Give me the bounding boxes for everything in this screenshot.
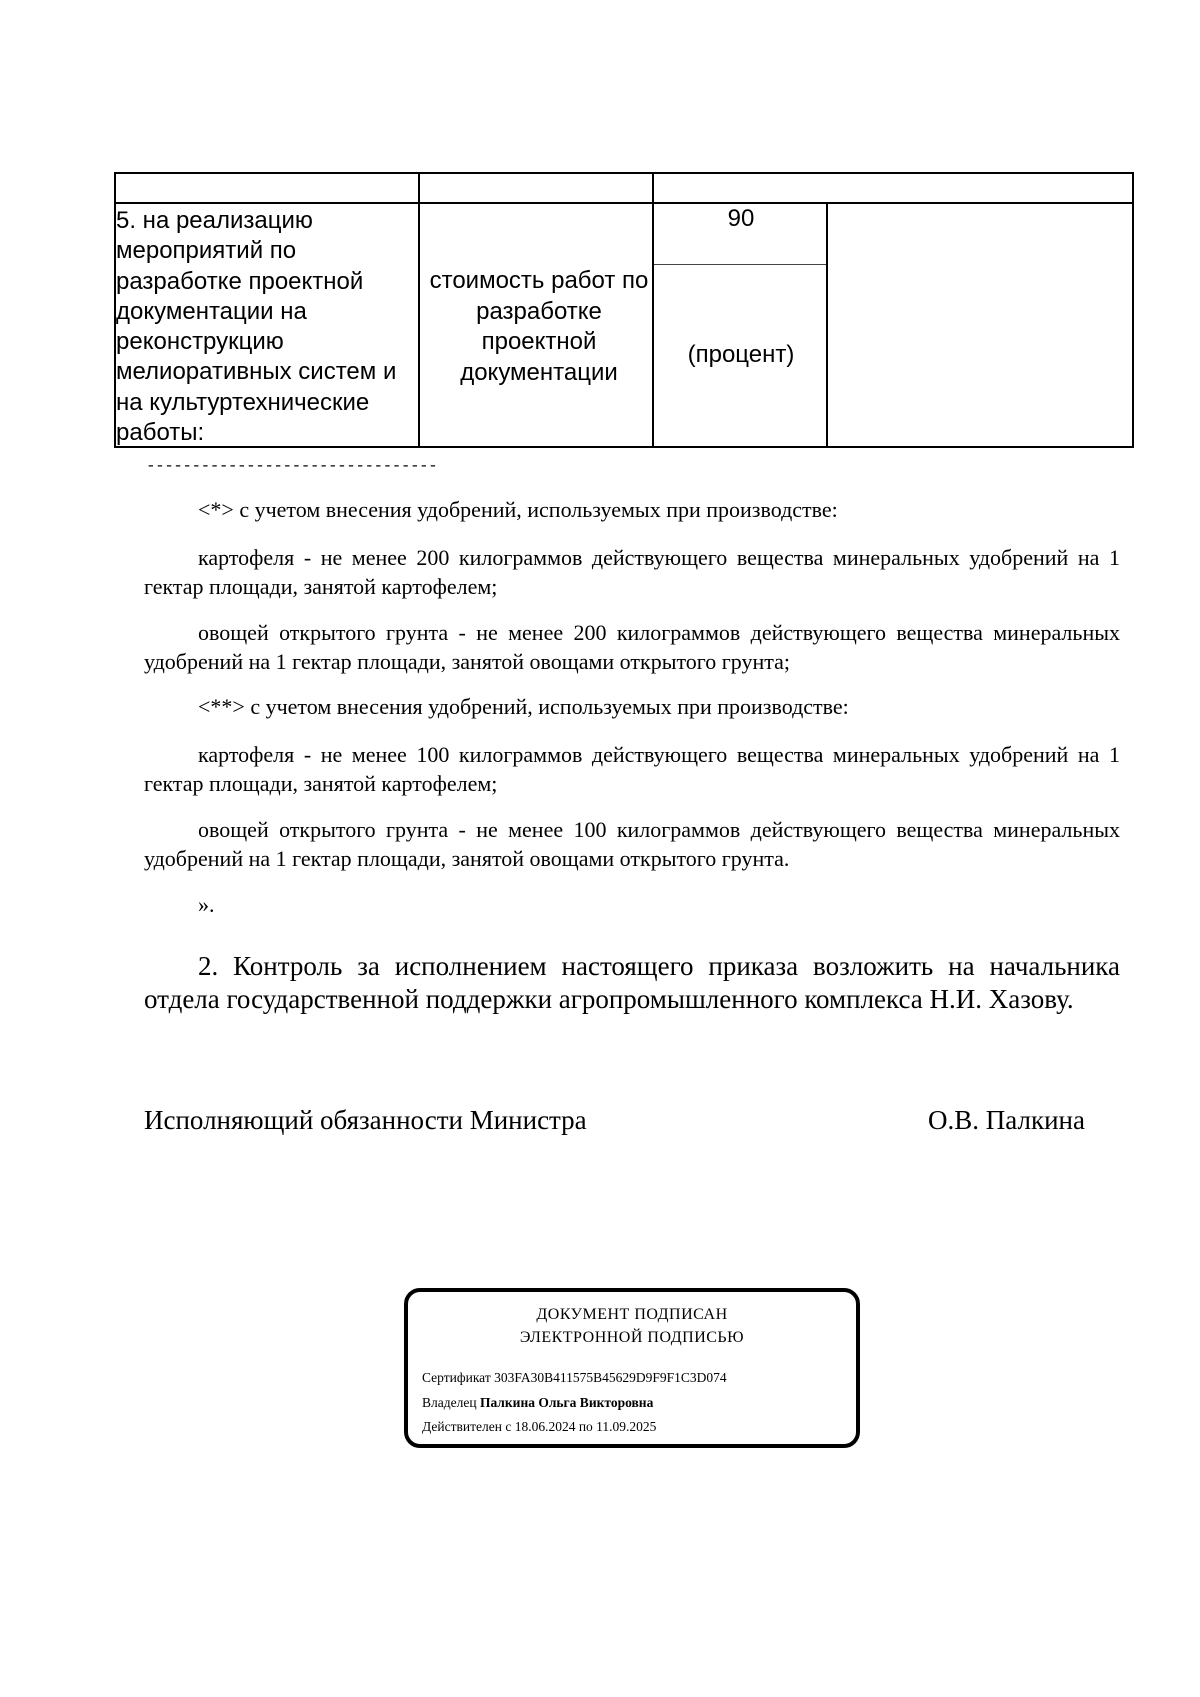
row-unit-text: (процент) — [687, 341, 795, 368]
row-value-cell — [654, 202, 828, 448]
row-value-text: 90 — [727, 205, 755, 232]
footnote-2-head: <**> с учетом внесения удобрений, используемых при производстве: — [198, 694, 849, 719]
stamp-cert-value: 303FA30B411575B45629D9F9F1C3D074 — [494, 1370, 727, 1385]
stamp-valid-label: Действителен — [422, 1419, 502, 1434]
header-cell-1 — [114, 172, 420, 204]
footnote-1-vegetables: овощей открытого грунта - не менее 200 килограммов действующего вещества минеральных удобрений на 1 гектар площади, занятой овощами открытого грунта; — [144, 620, 1120, 674]
stamp-cert-label: Сертификат — [422, 1370, 491, 1385]
stamp-valid-from-label: с — [505, 1419, 512, 1434]
stamp-owner-value: Палкина Ольга Викторовна — [479, 1395, 654, 1410]
header-cell-3 — [654, 172, 1134, 204]
footnote-2-vegetables: овощей открытого грунта - не менее 100 килограммов действующего вещества минеральных удобрений на 1 гектар площади, занятой овощами открытого грунта. — [144, 817, 1120, 871]
signatory-title: Исполняющий обязанности Министра — [144, 1105, 587, 1135]
stamp-heading-1: ДОКУМЕНТ ПОДПИСАН — [536, 1306, 728, 1323]
header-cell-2 — [420, 172, 654, 204]
electronic-signature-stamp — [404, 1288, 860, 1448]
footnote-2-potato: картофеля - не менее 100 килограммов действующего вещества минеральных удобрений на 1 гектар площади, занятой картофелем; — [144, 742, 1120, 796]
row-name-text: 5. на реализацию мероприятий по разработке проектной документации на реконструкцию мелиоративных систем и на культуртехнические работы: — [116, 207, 397, 447]
footnote-1-potato: картофеля - не менее 200 килограммов действующего вещества минеральных удобрений на 1 гектар площади, занятой картофелем; — [144, 545, 1120, 599]
stamp-owner-row — [422, 1395, 653, 1411]
order-item-2: 2. Контроль за исполнением настоящего приказа возложить на начальника отдела государственной поддержки агропромышленного комплекса Н.И. Хазову. — [144, 951, 1120, 1014]
stamp-valid-from: 18.06.2024 — [514, 1419, 576, 1434]
row-empty-cell — [828, 202, 1134, 448]
stamp-owner-label: Владелец — [422, 1395, 477, 1410]
stamp-certificate-row — [422, 1370, 727, 1386]
stamp-valid-to-label: по — [578, 1419, 593, 1434]
stamp-validity-row — [422, 1419, 656, 1435]
stamp-valid-to: 11.09.2025 — [596, 1419, 657, 1434]
criteria-table — [114, 172, 1134, 448]
stamp-heading-2: ЭЛЕКТРОННОЙ ПОДПИСЬЮ — [519, 1329, 745, 1346]
footnote-separator: -------------------------------- — [146, 457, 438, 475]
value-divider — [654, 264, 826, 265]
row-basis-text: стоимость работ по разработке проектной документации — [429, 267, 649, 386]
signatory-name: О.В. Палкина — [928, 1105, 1085, 1135]
closing-quote: ». — [198, 892, 215, 917]
footnote-1-head: <*> с учетом внесения удобрений, используемых при производстве: — [198, 497, 838, 522]
